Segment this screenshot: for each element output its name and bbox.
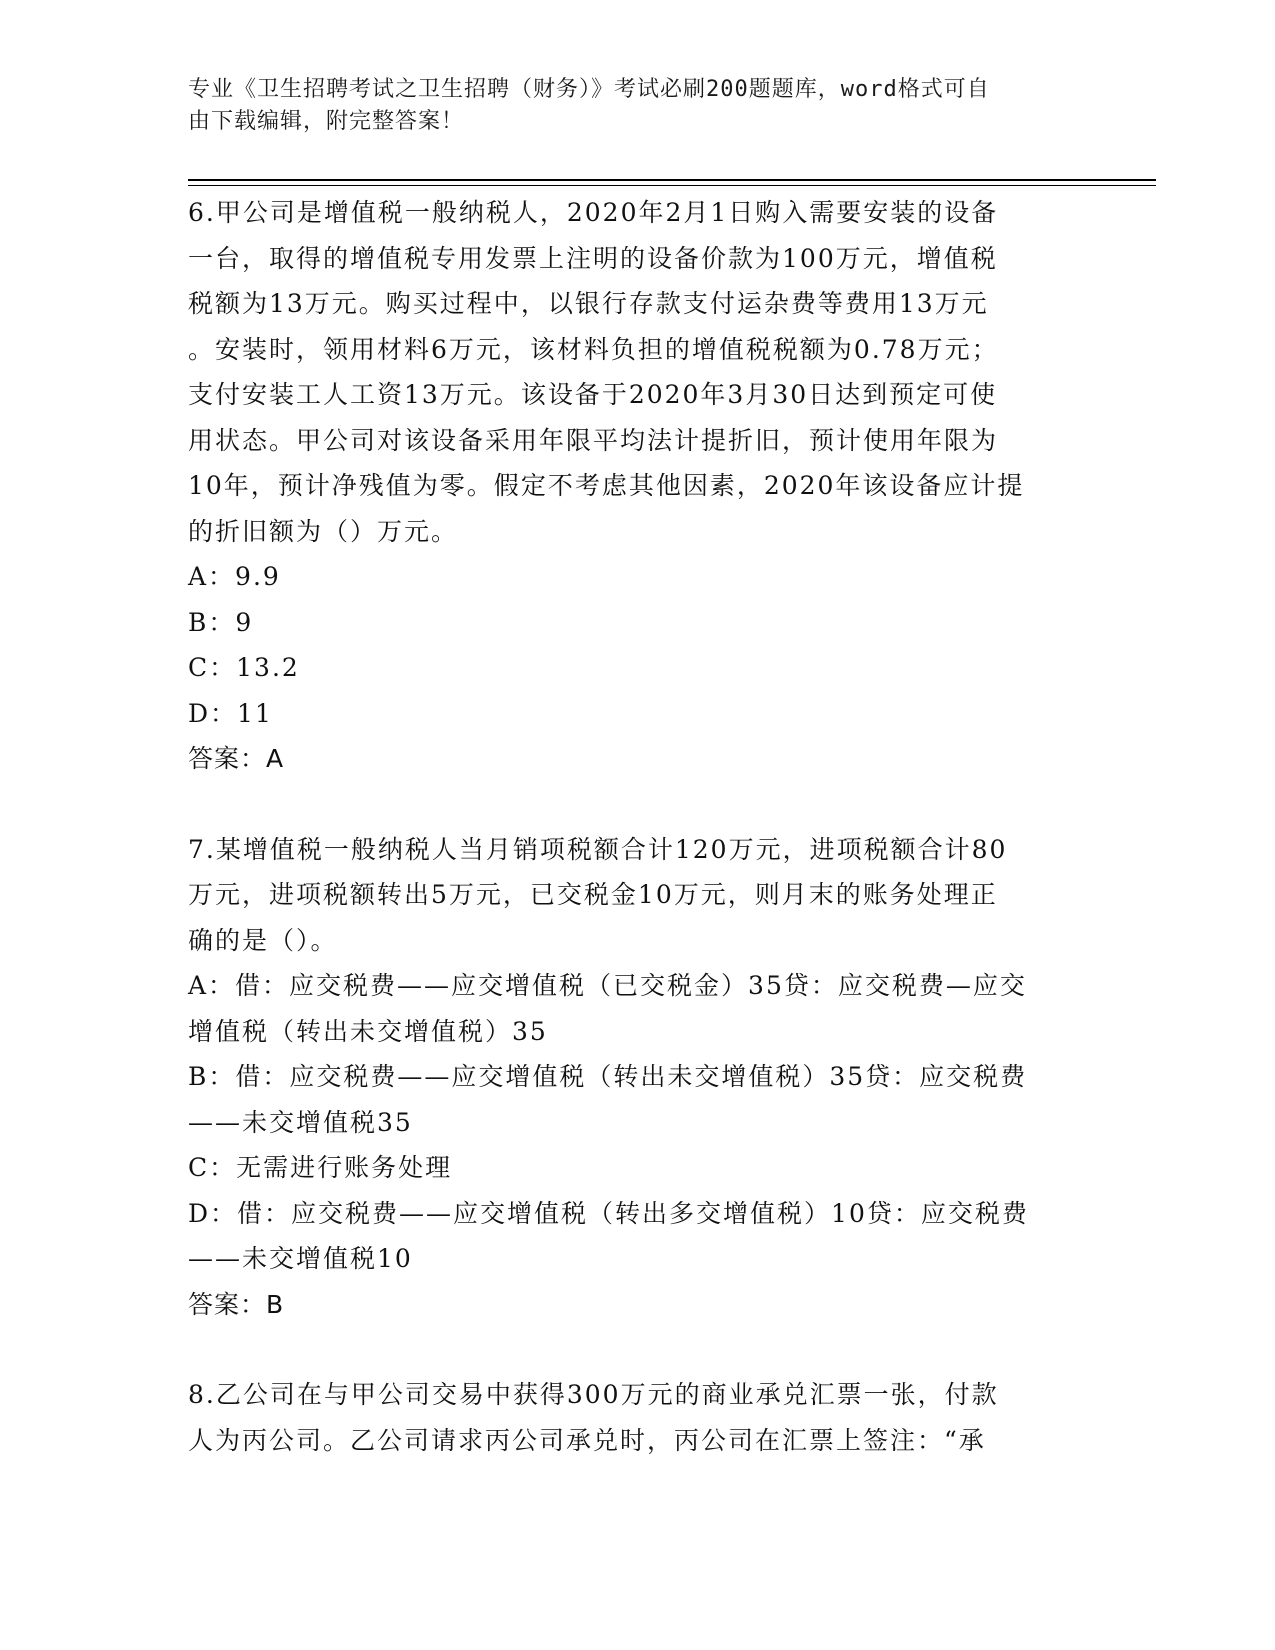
- question-stem-line: 一台，取得的增值税专用发票上注明的设备价款为100万元，增值税: [188, 243, 998, 273]
- option-line: D：借：应交税费——应交增值税（转出多交增值税）10贷：应交税费: [188, 1198, 1029, 1228]
- header-rule-thick: [188, 179, 1156, 181]
- question-stem-line: 10年，预计净残值为零。假定不考虑其他因素，2020年该设备应计提: [188, 471, 1025, 500]
- question-block: [188, 827, 1088, 1328]
- header-line-2: 由下载编辑，附完整答案！: [188, 109, 465, 134]
- header-rule-thin: [188, 185, 1156, 186]
- question-stem-line: 确的是（）。: [188, 925, 338, 955]
- question-stem-line: 。安装时，领用材料6万元，该材料负担的增值税税额为0.78万元；: [188, 334, 999, 364]
- question-stem-line: 8.乙公司在与甲公司交易中获得300万元的商业承兑汇票一张，付款: [188, 1380, 999, 1409]
- option-line: C：13.2: [188, 653, 300, 682]
- option-line: C：无需进行账务处理: [188, 1153, 453, 1182]
- question-stem-line: 6.甲公司是增值税一般纳税人，2020年2月1日购入需要安装的设备: [188, 198, 999, 227]
- document-header: [188, 74, 1078, 138]
- question-block: [188, 1372, 1088, 1463]
- answer-line: 答案：B: [188, 1289, 285, 1319]
- option-line: ——未交增值税10: [188, 1244, 413, 1273]
- question-stem-line: 的折旧额为（）万元。: [188, 516, 459, 546]
- question-block: [188, 190, 1088, 782]
- option-line: A：借：应交税费——应交增值税（已交税金）35贷：应交税费—应交: [188, 971, 1027, 1000]
- option-line: A：9.9: [188, 562, 281, 591]
- question-stem-line: 支付安装工人工资13万元。该设备于2020年3月30日达到预定可使: [188, 380, 998, 409]
- question-stem-line: 万元，进项税额转出5万元，已交税金10万元，则月末的账务处理正: [188, 880, 998, 909]
- option-line: B：借：应交税费——应交增值税（转出未交增值税）35贷：应交税费: [188, 1062, 1028, 1091]
- option-line: B：9: [188, 607, 254, 637]
- option-line: ——未交增值税35: [188, 1107, 413, 1137]
- header-line-1: 专业《卫生招聘考试之卫生招聘（财务）》考试必刷200题题库，word格式可自: [188, 77, 990, 102]
- question-stem-line: 人为丙公司。乙公司请求丙公司承兑时，丙公司在汇票上签注：“承: [188, 1425, 986, 1455]
- question-stem-line: 用状态。甲公司对该设备采用年限平均法计提折旧，预计使用年限为: [188, 425, 999, 455]
- question-stem-line: 税额为13万元。购买过程中，以银行存款支付运杂费等费用13万元: [188, 289, 989, 318]
- question-stem-line: 7.某增值税一般纳税人当月销项税额合计120万元，进项税额合计80: [188, 834, 1008, 864]
- answer-line: 答案：A: [188, 744, 285, 773]
- question-list: [188, 190, 1088, 1508]
- option-line: D：11: [188, 698, 273, 728]
- option-line: 增值税（转出未交增值税）35: [188, 1016, 548, 1046]
